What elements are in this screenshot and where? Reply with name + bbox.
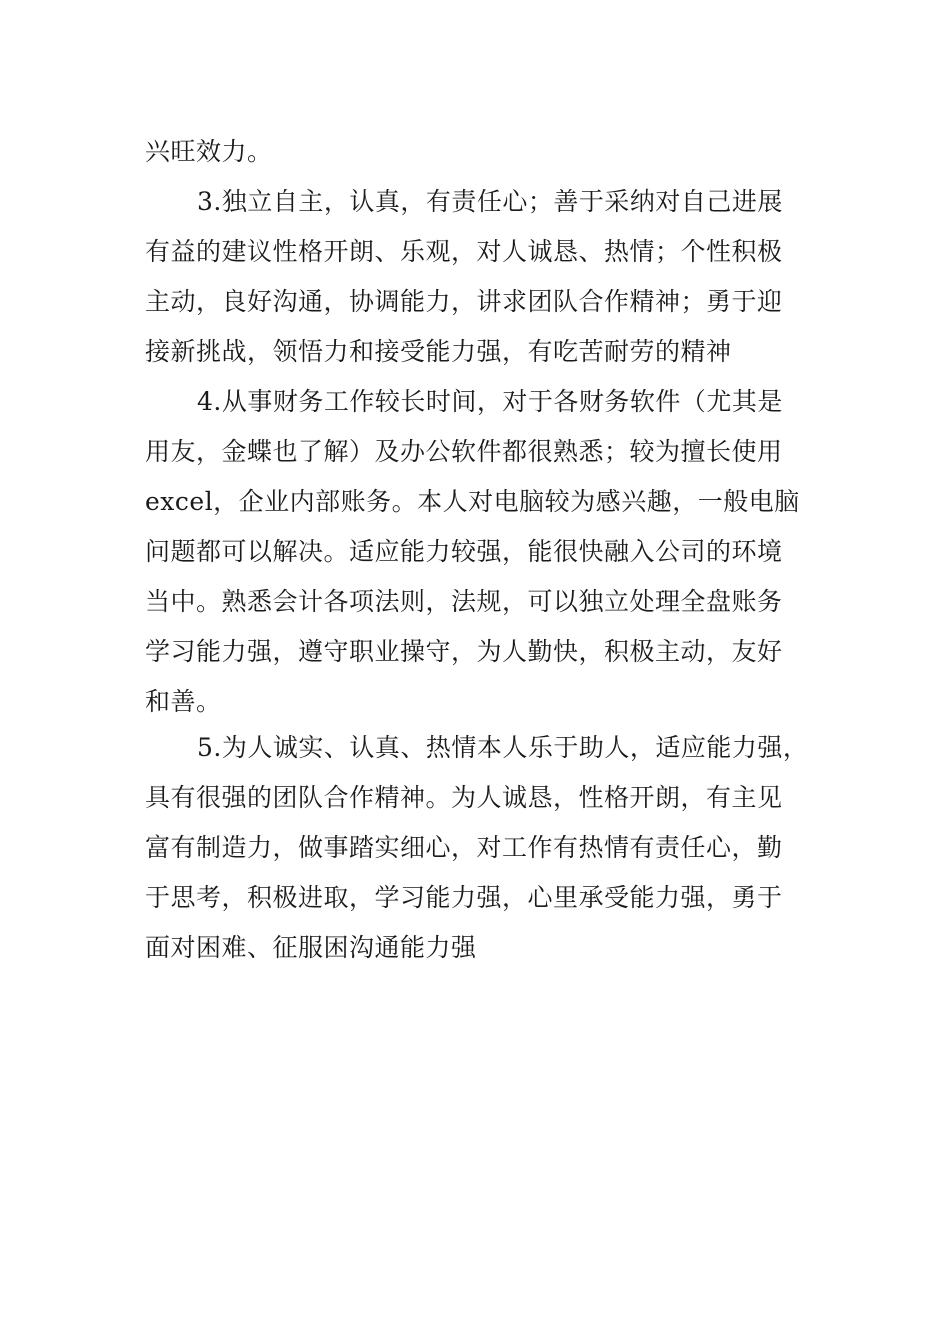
text-line: 当中。熟悉会计各项法则，法规，可以独立处理全盘账务 — [145, 587, 783, 616]
text-line: 问题都可以解决。适应能力较强，能很快融入公司的环境 — [145, 537, 783, 566]
text-line: 主动，良好沟通，协调能力，讲求团队合作精神；勇于迎 — [145, 287, 783, 316]
paragraph-item-3 — [145, 177, 825, 377]
text-line: 5.为人诚实、认真、热情本人乐于助人，适应能力强， — [197, 733, 809, 762]
text-line: 4.从事财务工作较长时间，对于各财务软件（尤其是 — [197, 387, 783, 416]
text-line: 于思考，积极进取，学习能力强，心里承受能力强，勇于 — [145, 883, 783, 912]
text-line: 具有很强的团队合作精神。为人诚恳，性格开朗，有主见 — [145, 783, 783, 812]
text-line: 兴旺效力。 — [145, 137, 273, 166]
text-line: 接新挑战，领悟力和接受能力强，有吃苦耐劳的精神 — [145, 337, 732, 366]
text-line: 3.独立自主，认真，有责任心；善于采纳对自己进展 — [197, 187, 783, 216]
text-line: excel，企业内部账务。本人对电脑较为感兴趣，一般电脑 — [145, 487, 800, 516]
paragraph-item-5 — [145, 723, 825, 973]
text-line: 和善。 — [145, 687, 222, 716]
paragraph-continuation — [145, 127, 825, 177]
text-line: 富有制造力，做事踏实细心，对工作有热情有责任心，勤 — [145, 833, 783, 862]
paragraph-item-4 — [145, 377, 825, 727]
text-line: 面对困难、征服困沟通能力强 — [145, 933, 477, 962]
text-line: 有益的建议性格开朗、乐观，对人诚恳、热情；个性积极 — [145, 237, 783, 266]
text-line: 学习能力强，遵守职业操守，为人勤快，积极主动，友好 — [145, 637, 783, 666]
text-line: 用友，金蝶也了解）及办公软件都很熟悉；较为擅长使用 — [145, 437, 783, 466]
